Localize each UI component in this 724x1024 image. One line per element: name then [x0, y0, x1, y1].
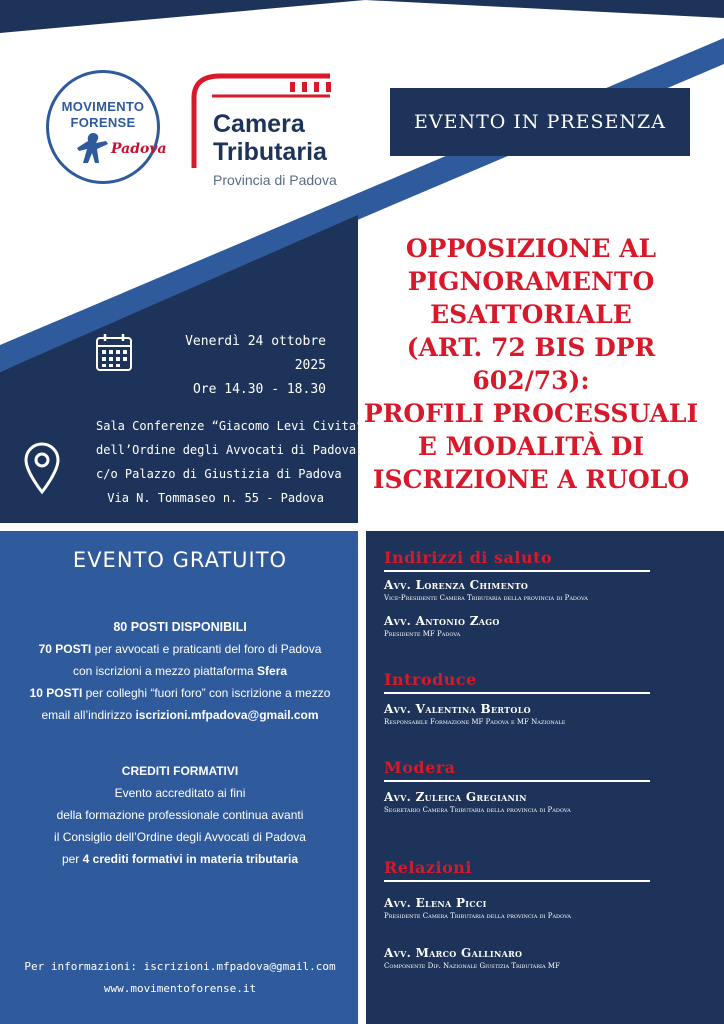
venue-line: dell’Ordine degli Avvocati di Padova: [96, 443, 357, 457]
event-datetime: [150, 330, 326, 402]
registration-email[interactable]: iscrizioni.mfpadova@gmail.com: [135, 708, 319, 722]
posti-line-2: con iscrizioni a mezzo piattaforma Sfera: [72, 664, 288, 678]
relazioni-title: Relazioni: [384, 858, 472, 877]
title-line: PROFILI PROCESSUALI: [363, 399, 699, 428]
speaker-name: Avv. Lorenza Chimento: [384, 578, 529, 592]
posti-section: [0, 616, 360, 726]
speaker-role: Presidente MF Padova: [384, 630, 461, 638]
section-divider: [384, 780, 650, 782]
speaker: [384, 614, 704, 638]
saluti-title: Indirizzi di saluto: [384, 548, 553, 567]
speaker-name: Avv. Valentina Bertolo: [384, 702, 531, 716]
section-divider: [384, 880, 650, 882]
title-line: ESATTORIALE: [430, 300, 632, 329]
speaker: [384, 702, 704, 726]
crediti-line-1: Evento accreditato ai fini: [114, 786, 246, 800]
speaker: [384, 896, 704, 920]
ct-line1: Camera: [213, 110, 305, 138]
venue-line: c/o Palazzo di Giustizia di Padova: [96, 467, 342, 481]
modera-title: Modera: [384, 758, 456, 777]
posti-heading: 80 POSTI DISPONIBILI: [113, 620, 247, 634]
section-divider: [384, 570, 650, 572]
speaker-name: Avv. Antonio Zago: [384, 614, 500, 628]
evento-gratuito-heading: EVENTO GRATUITO: [72, 548, 288, 572]
venue-line: Sala Conferenze “Giacomo Levi Civita”: [96, 419, 364, 433]
speaker-role: Responsabile Formazione MF Padova e MF Nazionale: [384, 718, 566, 726]
event-title: [346, 232, 716, 496]
calendar-icon: [95, 332, 133, 372]
title-line: (ART. 72 BIS DPR 602/73):: [406, 333, 656, 395]
speaker-name: Avv. Marco Gallinaro: [384, 946, 523, 960]
speaker-role: Presidente Camera Tributaria della provincia di Padova: [384, 912, 571, 920]
mf-logo-line2: FORENSE: [70, 115, 136, 130]
camera-tributaria-title: [213, 110, 327, 166]
camera-tributaria-subtitle: Provincia di Padova: [213, 172, 337, 188]
title-line: PIGNORAMENTO: [407, 267, 655, 296]
info-email[interactable]: Per informazioni: iscrizioni.mfpadova@gmail.com: [24, 960, 336, 973]
posti-line-3: 10 POSTI per colleghi “fuori foro” con iscrizione a mezzo: [29, 686, 331, 700]
website-link[interactable]: www.movimentoforense.it: [103, 982, 257, 995]
speaker-role: Componente Dip. Nazionale Giustizia Tributaria MF: [384, 962, 560, 970]
posti-line-1: 70 POSTI per avvocati e praticanti del foro di Padova: [38, 642, 322, 656]
introduce-title: Introduce: [384, 670, 477, 689]
title-line: ISCRIZIONE A RUOLO: [372, 465, 690, 494]
crediti-heading: CREDITI FORMATIVI: [121, 764, 239, 778]
crediti-line-3: il Consiglio dell’Ordine degli Avvocati di Padova: [54, 830, 306, 844]
mf-logo-city: Padova: [111, 141, 167, 157]
section-divider: [384, 692, 650, 694]
speaker-role: Vice-Presidente Camera Tributaria della provincia di Padova: [384, 594, 588, 602]
crediti-section: [0, 760, 360, 870]
movimento-forense-logo: [46, 70, 167, 184]
venue-line: Via N. Tommaseo n. 55 - Padova: [107, 491, 324, 505]
mf-logo-line1: MOVIMENTO: [61, 99, 145, 114]
speaker-name: Avv. Zuleica Gregianin: [384, 790, 527, 804]
speaker: [384, 790, 704, 814]
evento-in-presenza-badge: EVENTO IN PRESENZA: [390, 88, 690, 156]
crediti-line-2: della formazione professionale continua avanti: [56, 808, 304, 822]
title-line: E MODALITÀ DI: [417, 432, 645, 461]
event-date: Venerdì 24 ottobre 2025: [185, 334, 326, 373]
speaker: [384, 946, 704, 970]
ct-line2: Tributaria: [213, 138, 327, 166]
speaker: [384, 578, 704, 602]
event-venue: [96, 414, 364, 510]
title-line: OPPOSIZIONE AL: [405, 234, 657, 263]
posti-line-4: email all’indirizzo iscrizioni.mfpadova@gmail.com: [41, 708, 319, 722]
event-time: Ore 14.30 - 18.30: [192, 382, 326, 397]
speaker-role: Segretario Camera Tributaria della provincia di Padova: [384, 806, 571, 814]
location-pin-icon: [22, 442, 62, 494]
speaker-name: Avv. Elena Picci: [384, 896, 487, 910]
crediti-line-4: per 4 crediti formativi in materia tributaria: [61, 852, 299, 866]
info-section: [0, 956, 360, 1000]
